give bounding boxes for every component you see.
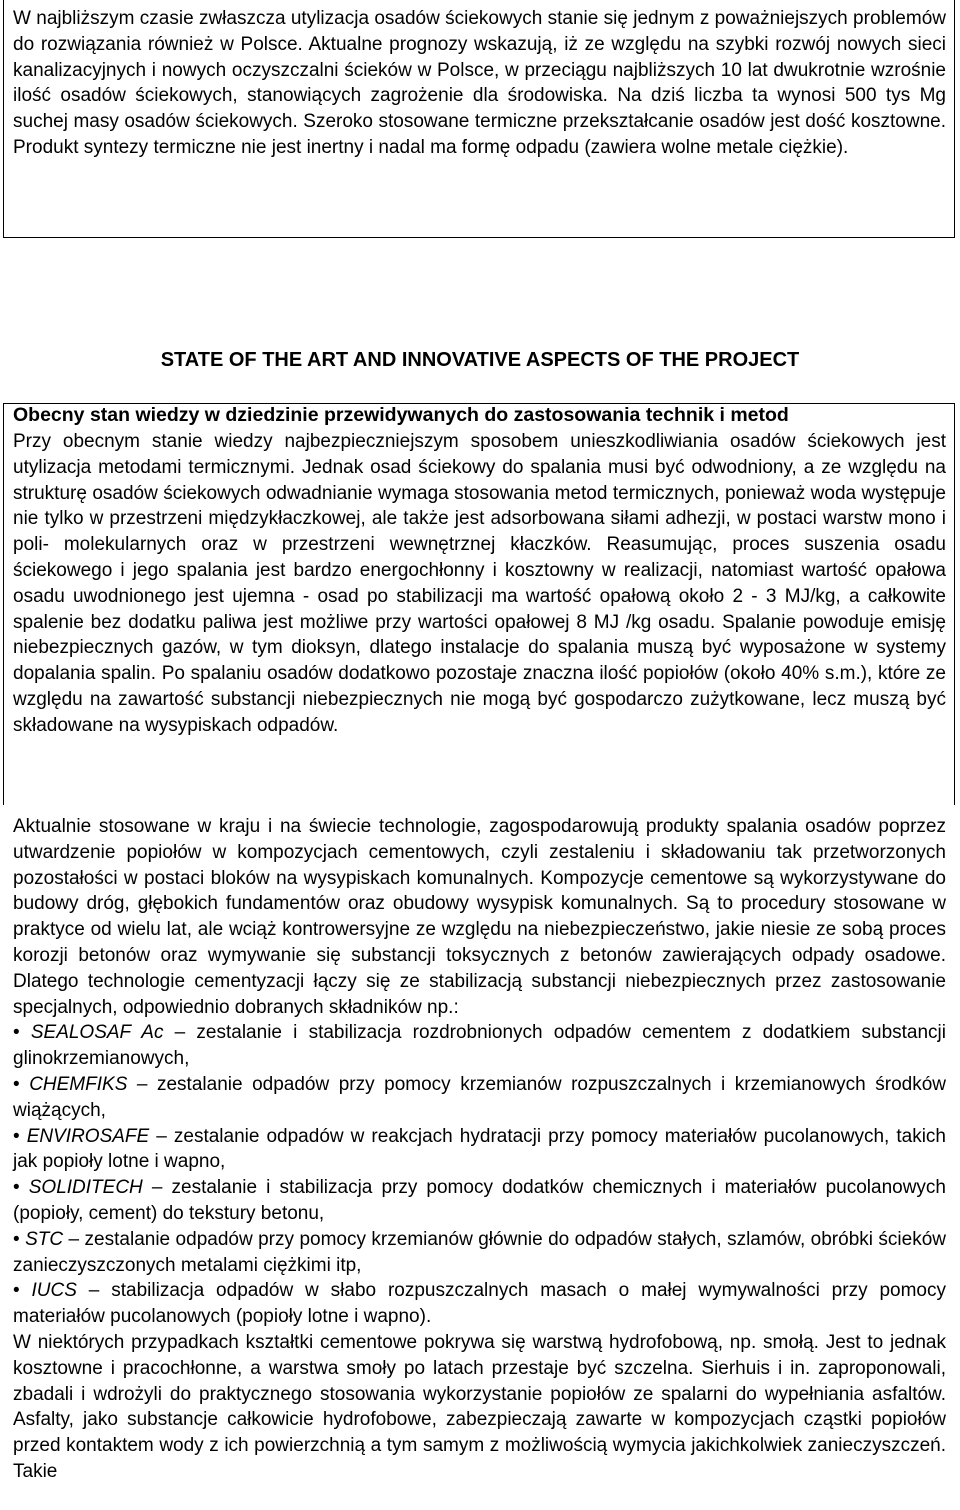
technology-paragraph: Aktualnie stosowane w kraju i na świecie technologie, zagospodarowują produkty spalania osadów poprzez utwardzenie popiołów w kompozycjach cementowych, czyli zestaleniu i składowaniu tak przetworzonych pozostałości w postaci bloków na wysypiskach komunalnych. Kompozycje cementowe są wykorzystywane do budowy dróg, głębokich fundamentów oraz obudowy wysypisk komunalnych. Są to procedury stosowane w praktyce od wielu lat, ale wciąż kontrowersyjne ze względu na niebezpieczeństwo, jakie niesie ze sobą proces korozji betonów oraz wymywanie się substancji toksycznych z betonów zawierających odpady osadowe. Dlatego technologie cementyzacji łączy się ze stabilizacją substancji niebezpiecznych przez zastosowanie specjalnych, odpowiednio dobranych składników np.:: [13, 816, 946, 1018]
list-item: [13, 1175, 946, 1227]
method-description: – zestalanie odpadów przy pomocy krzemianów rozpuszczalnych i krzemianowych środków wiążących,: [13, 1073, 947, 1121]
method-name: SOLIDITECH: [28, 1177, 143, 1199]
list-item: [13, 1278, 946, 1330]
list-item: [13, 1124, 946, 1176]
closing-paragraph: W niektórych przypadkach kształtki cementowe pokrywa się warstwą hydrofobową, np. smołą. Jest to jednak kosztowne i pracochłonne, a warstwa smoły po latach przestaje być szczelna. Sierhuis i in. zaproponowali, zbadali i wdrożyli do praktycznego stosowania wykorzystanie popiołów ze spalarni do wypełniania asfaltów. Asfalty, jako substancje całkowicie hydrofobowe, zabezpieczają zawarte w kompozycjach cząstki popiołów przed kontaktem wody z ich powierzchnią a tym samym z możliwością wymycia jakichkolwiek zanieczyszczeń. Takie: [13, 1331, 946, 1482]
list-item: [13, 1072, 946, 1124]
bullet-symbol: •: [13, 1022, 20, 1044]
method-description: – zestalanie i stabilizacja przy pomocy dodatków chemicznych i materiałów pucolanowych (popioły, cement) do tekstury betonu,: [13, 1177, 946, 1224]
method-description: – stabilizacja odpadów w słabo rozpuszczalnych masach o małej wymywalności przy pomocy materiałów pucolanowych (popioły lotne i wapno).: [13, 1280, 946, 1328]
state-paragraph: Przy obecnym stanie wiedzy najbezpieczniejszym sposobem unieszkodliwiania osadów ściekowych jest utylizacja metodami termicznymi. Jednak osad ściekowy do spalania musi być odwodniony, a ze względu na strukturę osadów ściekowych odwadnianie wymaga stosowania metod termicznych, ponieważ woda występuje nie tylko w przestrzeni międzykłaczkowej, ale także jest adsorbowana siłami adhezji, w postaci warstw mono i poli- molekularnych oraz w przestrzeni wewnętrznej kłaczków. Reasumując, proces suszenia osadu ściekowego i jego spalania jest bardzo energochłonny i kosztowny w realizacji, natomiast wartość opałowa osadu uwodnionego jest ujemna - osad po stabilizacji ma wartość opałową około 2 - 3 MJ/kg, a całkowite spalenie bez dodatku paliwa jest możliwe przy wartości opałowej 8 MJ /kg osadu. Spalanie powoduje emisję niebezpiecznych gazów, w tym dioksyn, dlatego instalacje do spalania muszą być wyposażone w systemy dopalania spalin. Po spalaniu osadów dodatkowo pozostaje znaczna ilość popiołów (około 40% s.m.), które ze względu na zawartość substancji niebezpiecznych nie mogą być gospodarczo zużytkowane, lecz muszą być składowane na wysypiskach odpadów.: [13, 431, 946, 736]
bullet-symbol: •: [13, 1073, 20, 1095]
section-subheading: Obecny stan wiedzy w dziedzinie przewidywanych do zastosowania technik i metod: [13, 404, 789, 426]
method-name: ENVIROSAFE: [26, 1125, 150, 1147]
bullet-symbol: •: [13, 1280, 20, 1302]
method-name: IUCS: [31, 1280, 77, 1302]
method-description: – zestalanie odpadów w reakcjach hydratacji przy pomocy materiałów pucolanowych, takich jak popioły lotne i wapno,: [13, 1125, 946, 1173]
method-description: – zestalanie odpadów przy pomocy krzemianów głównie do odpadów stałych, szlamów, obróbki ścieków zanieczyszczonych metalami ciężkimi itp,: [13, 1228, 946, 1276]
method-name: SEALOSAF Ac: [30, 1022, 164, 1044]
bullet-symbol: •: [13, 1228, 20, 1250]
bullet-symbol: •: [13, 1177, 20, 1199]
method-name: CHEMFIKS: [29, 1073, 128, 1095]
list-item: [13, 1020, 946, 1072]
method-description: – zestalanie i stabilizacja rozdrobnionych odpadów cementem z dodatkiem substancji glinokrzemianowych,: [13, 1022, 946, 1070]
bullet-list: [13, 1020, 946, 1330]
list-item: [13, 1227, 946, 1279]
technology-section: [13, 814, 946, 1485]
section-heading: STATE OF THE ART AND INNOVATIVE ASPECTS OF THE PROJECT: [160, 349, 800, 371]
intro-paragraph: W najbliższym czasie zwłaszcza utylizacja osadów ściekowych stanie się jednym z poważniejszych problemów do rozwiązania również w Polsce. Aktualne prognozy wskazują, iż ze względu na szybki rozwój nowych sieci kanalizacyjnych i nowych oczyszczalni ścieków w Polsce, w przeciągu najbliższych 10 lat dwukrotnie wzrośnie ilość osadów ściekowych, stanowiących zagrożenie dla środowiska. Na dziś liczba ta wynosi 500 tys Mg suchej masy osadów ściekowych. Szeroko stosowane termiczne przekształcanie osadów jest dość kosztowne. Produkt syntezy termiczne nie jest inertny i nadal ma formę odpadu (zawiera wolne metale ciężkie).: [13, 8, 946, 158]
bullet-symbol: •: [13, 1125, 20, 1147]
state-of-art-section: [13, 402, 946, 739]
method-name: STC: [25, 1228, 64, 1250]
